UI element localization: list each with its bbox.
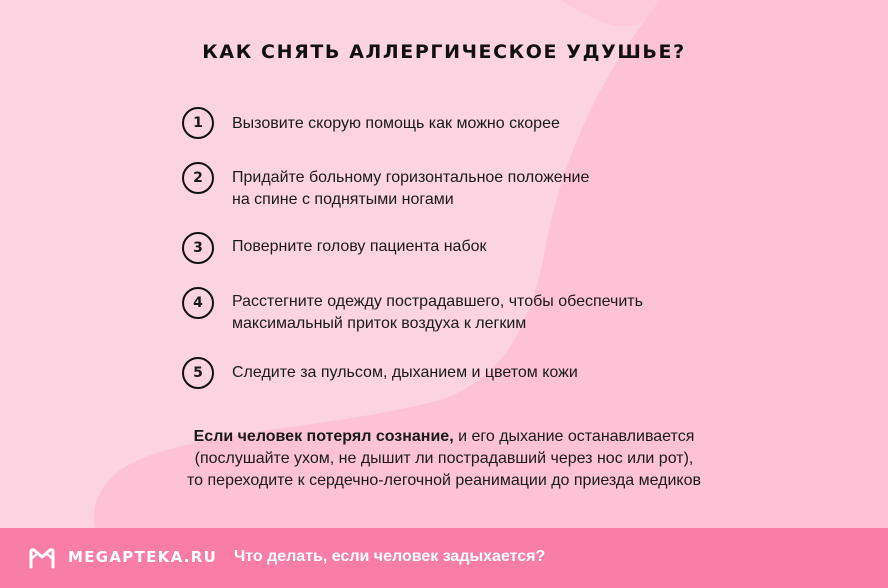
footer-tagline: Что делать, если человек задыхается?: [234, 548, 546, 565]
step-text: [232, 113, 732, 135]
brand-name[interactable]: MEGAPTEKA.RU: [68, 548, 218, 566]
step-number-badge: 2: [182, 162, 214, 194]
step-text-line: максимальный приток воздуха к легким: [232, 315, 527, 332]
note-line: [0, 426, 888, 448]
step-text-line: Придайте больному горизонтальное положение: [232, 169, 590, 186]
note-text: и его дыхание останавливается: [453, 428, 695, 445]
note-line: то переходите к сердечно-легочной реанимации до приезда медиков: [187, 472, 701, 489]
megapteka-logo-icon[interactable]: [28, 546, 56, 570]
step-text-line: Следите за пульсом, дыханием и цветом кожи: [232, 364, 578, 381]
step-text: [232, 362, 732, 384]
step-text: [232, 291, 732, 335]
step-number-badge: 4: [182, 287, 214, 319]
footer-bar: [0, 528, 888, 588]
note-line: (послушайте ухом, не дышит ли пострадавший через нос или рот),: [194, 450, 694, 467]
page-title: КАК СНЯТЬ АЛЛЕРГИЧЕСКОЕ УДУШЬЕ?: [202, 41, 686, 63]
step-text-line: Вызовите скорую помощь как можно скорее: [232, 115, 560, 132]
unconscious-note: [0, 426, 888, 492]
step-number-badge: 5: [182, 357, 214, 389]
step-text: [232, 167, 732, 211]
step-text-line: Поверните голову пациента набок: [232, 238, 487, 255]
step-number-badge: 1: [182, 107, 214, 139]
step-text: [232, 236, 732, 258]
step-text-line: на спине с поднятыми ногами: [232, 191, 454, 208]
step-text-line: Расстегните одежду пострадавшего, чтобы обеспечить: [232, 293, 643, 310]
note-bold: Если человек потерял сознание,: [193, 428, 454, 445]
step-number-badge: 3: [182, 232, 214, 264]
